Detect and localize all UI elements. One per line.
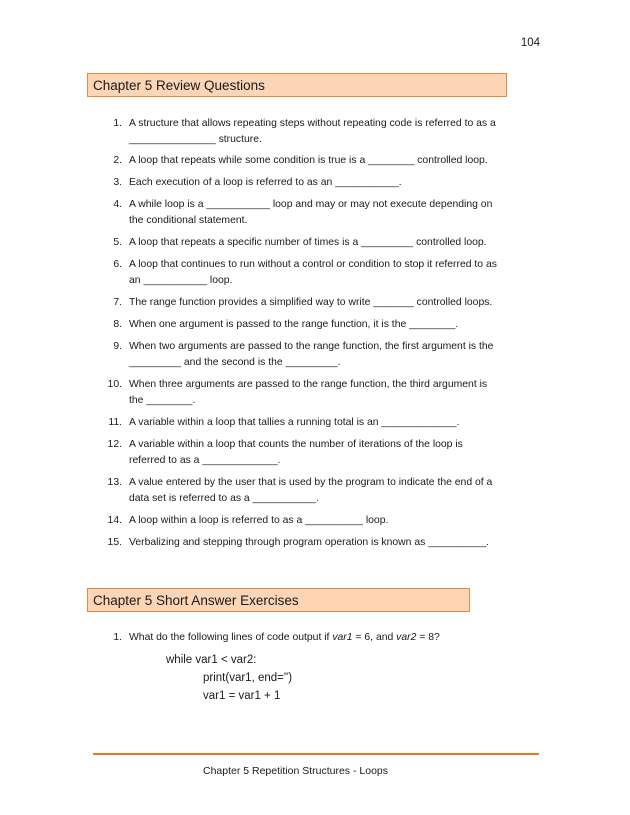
footer-divider <box>93 753 539 755</box>
review-questions-header: Chapter 5 Review Questions <box>87 73 507 97</box>
footer <box>0 765 630 777</box>
question-text: A variable within a loop that counts the number of iterations of the loop is referred to as a _____________. <box>129 439 463 466</box>
question-text <box>129 630 501 646</box>
short-answer-header: Chapter 5 Short Answer Exercises <box>87 588 470 612</box>
question-number: 5. <box>113 237 122 248</box>
question-number: 7. <box>113 297 122 308</box>
question-number: 1. <box>113 632 122 643</box>
question-number: 15. <box>107 537 122 548</box>
page-number: 104 <box>520 37 540 49</box>
question-number: 8. <box>113 319 122 330</box>
question-text: A loop that repeats while some condition is true is a ________ controlled loop. <box>129 155 488 166</box>
question-number: 10. <box>107 379 122 390</box>
footer-chapter-title: Chapter 5 Repetition Structures - Loops <box>202 765 389 777</box>
question-text: Each execution of a loop is referred to as an ___________. <box>129 177 402 188</box>
code-line-increment: var1 = var1 + 1 <box>203 690 281 702</box>
question-text: When three arguments are passed to the range function, the third argument is the ________. <box>129 379 488 406</box>
question-text: A loop that continues to run without a control or condition to stop it referred to as an ___________ loop. <box>129 259 497 286</box>
var2-name: var2 <box>396 632 417 643</box>
question-number: 9. <box>113 341 122 352</box>
question-text-pre: What do the following lines of code output if <box>129 632 333 643</box>
question-text: When one argument is passed to the range function, it is the ________. <box>129 319 459 330</box>
question-number: 3. <box>113 177 122 188</box>
question-text: A loop that repeats a specific number of times is a _________ controlled loop. <box>129 237 487 248</box>
question-number: 11. <box>108 417 122 428</box>
question-text: A structure that allows repeating steps without repeating code is referred to as a _______________ structure. <box>129 118 496 145</box>
question-number: 12. <box>107 439 122 450</box>
question-number: 14. <box>107 515 122 526</box>
question-number: 4. <box>113 199 122 210</box>
question-text: Verbalizing and stepping through program operation is known as __________. <box>129 537 489 548</box>
question-text: A value entered by the user that is used by the program to indicate the end of a data set is referred to as a ___________. <box>129 477 493 504</box>
question-number: 1. <box>113 118 122 129</box>
question-text: A variable within a loop that tallies a running total is an _____________. <box>129 417 460 428</box>
question-text-post: = 8? <box>416 632 440 643</box>
code-line-while: while var1 < var2: <box>166 654 257 666</box>
question-text: A while loop is a ___________ loop and may or may not execute depending on the conditional statement. <box>129 199 493 226</box>
question-number: 13. <box>107 477 122 488</box>
question-text: The range function provides a simplified way to write _______ controlled loops. <box>129 297 493 308</box>
question-text-mid: = 6, and <box>352 632 397 643</box>
var1-name: var1 <box>332 632 353 643</box>
question-text: A loop within a loop is referred to as a __________ loop. <box>129 515 389 526</box>
question-number: 6. <box>113 259 122 270</box>
code-line-print: print(var1, end='') <box>203 672 293 684</box>
question-text: When two arguments are passed to the range function, the first argument is the _________ and the second is the _________. <box>129 341 494 368</box>
question-number: 2. <box>113 155 122 166</box>
